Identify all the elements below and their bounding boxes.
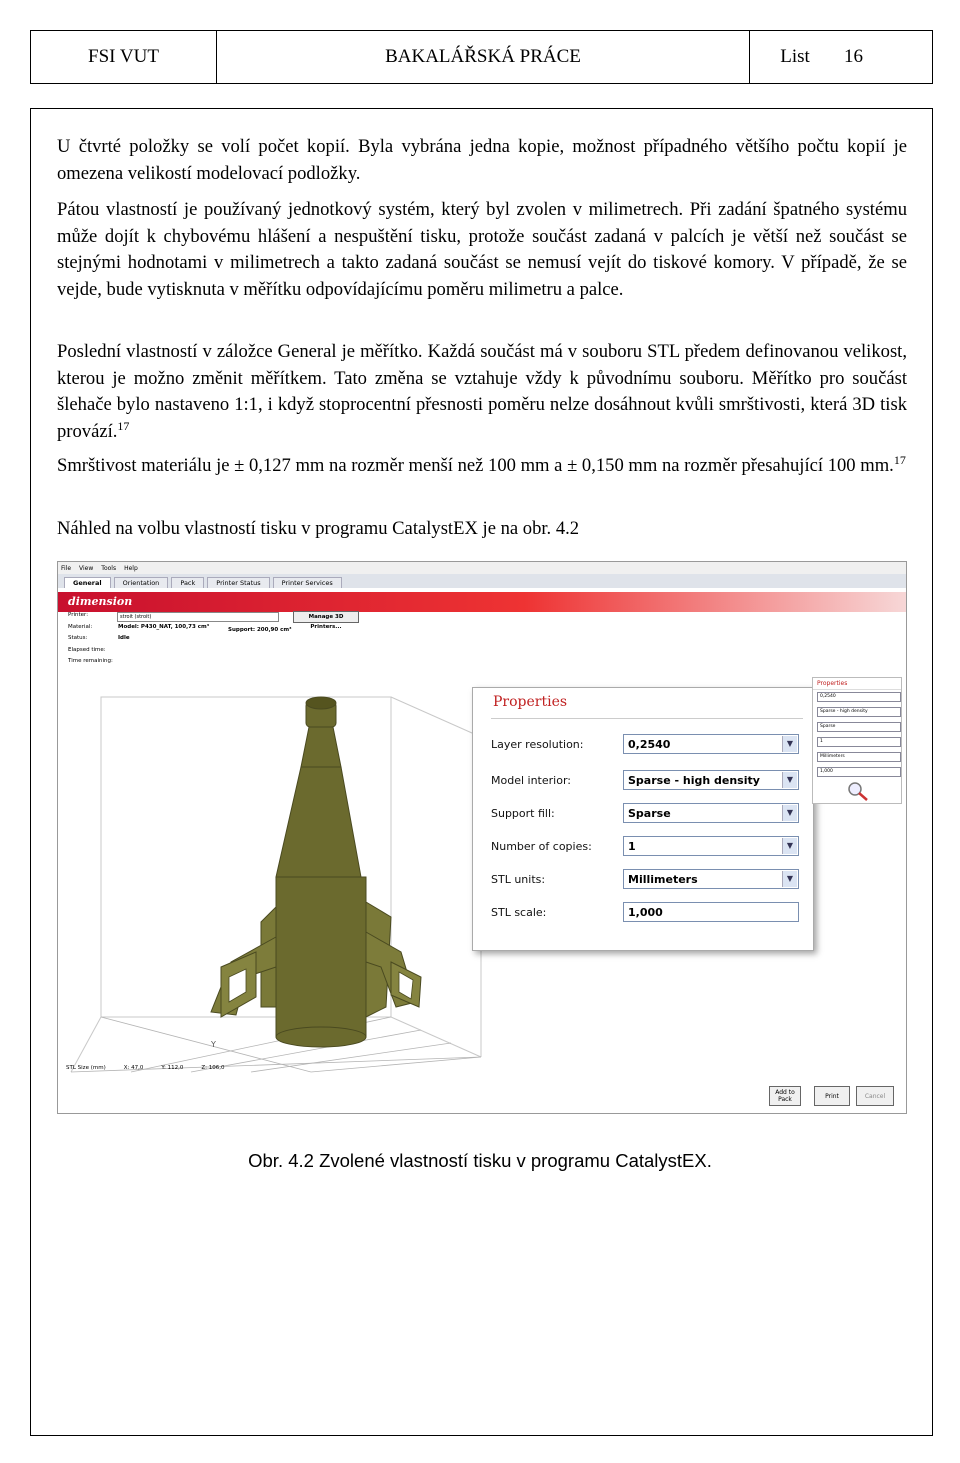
citation-ref: 17	[893, 453, 906, 467]
property-layer-resolution	[491, 734, 801, 756]
stl-units-select[interactable]	[623, 869, 799, 889]
chevron-down-icon[interactable]: ▼	[782, 838, 797, 854]
tab-printer-services[interactable]: Printer Services	[273, 577, 342, 588]
size-y: Y: 112,0	[161, 1065, 184, 1071]
brand-banner	[58, 592, 906, 612]
magnifier-icon	[843, 780, 873, 802]
paragraph-1-text: U čtvrté položky se volí počet kopií. Byla vybrána jedna kopie, možnost případného většího počtu kopií je omezena velikostí modelovací podložky.	[57, 136, 907, 184]
property-stl-units	[491, 869, 801, 891]
info-value: Model: P430_NAT, 100,73 cm³	[118, 623, 210, 630]
stl-size-label: STL Size (mm)	[66, 1065, 106, 1071]
layer-resolution-select[interactable]	[623, 734, 799, 754]
tab-orientation[interactable]: Orientation	[114, 577, 169, 588]
chevron-down-icon[interactable]: ▼	[782, 736, 797, 752]
menu-tools[interactable]: Tools	[101, 564, 117, 572]
print-button[interactable]: Print	[814, 1086, 850, 1106]
info-label: Status:	[68, 635, 88, 641]
property-label: Number of copies:	[491, 840, 592, 853]
header-list-label: List	[780, 46, 810, 67]
axis-y-label: Y	[211, 1040, 216, 1049]
tab-general[interactable]: General	[64, 577, 111, 588]
paragraph-4-text: Smrštivost materiálu je ± 0,127 mm na rozměr menší než 100 mm a ± 0,150 mm na rozměr přesahující 100 mm.	[57, 455, 894, 476]
property-value: 1	[628, 840, 636, 853]
paragraph-2	[57, 197, 907, 303]
properties-title: Properties	[493, 694, 568, 710]
mini-stl-scale[interactable]: 1,000	[817, 767, 901, 777]
paragraph-5-text: Náhled na volbu vlastností tisku v programu CatalystEX je na obr. 4.2	[57, 518, 580, 539]
menu-bar	[58, 562, 906, 574]
info-label: Printer:	[68, 612, 89, 618]
citation-ref: 17	[117, 418, 130, 433]
model-interior-select[interactable]	[623, 770, 799, 790]
page-header	[30, 30, 933, 84]
property-label: STL scale:	[491, 906, 547, 919]
properties-divider	[491, 718, 803, 719]
paragraph-5	[57, 516, 907, 543]
add-to-pack-button[interactable]: Add to Pack	[769, 1086, 801, 1106]
property-label: Layer resolution:	[491, 738, 584, 751]
figure-caption: Obr. 4.2 Zvolené vlastností tisku v programu CatalystEX.	[248, 1150, 712, 1171]
chevron-down-icon[interactable]: ▼	[782, 772, 797, 788]
cancel-button[interactable]: Cancel	[856, 1086, 894, 1106]
property-stl-scale	[491, 902, 801, 924]
property-number-of-copies	[491, 836, 801, 858]
tab-pack[interactable]: Pack	[171, 577, 204, 588]
mini-properties-title: Properties	[813, 678, 901, 690]
property-value: Sparse	[628, 807, 671, 820]
info-label: Material:	[68, 623, 93, 630]
status-bar	[66, 1065, 224, 1071]
mini-properties-panel	[812, 677, 902, 804]
paragraph-4	[57, 453, 907, 480]
header-institution: FSI VUT	[31, 31, 217, 83]
menu-help[interactable]: Help	[124, 564, 138, 572]
property-model-interior	[491, 770, 801, 792]
property-label: Model interior:	[491, 774, 571, 787]
copies-select[interactable]	[623, 836, 799, 856]
support-volume: Support: 200,90 cm³	[228, 627, 292, 633]
printer-select[interactable]: stroit (stroit)	[117, 612, 279, 622]
paragraph-3	[57, 339, 907, 445]
header-title: BAKALÁŘSKÁ PRÁCE	[217, 31, 750, 83]
info-label: Time remaining:	[68, 658, 113, 664]
brand-logo: dimension	[68, 595, 133, 608]
mini-layer-resolution[interactable]: 0,2540	[817, 692, 901, 702]
tab-bar	[58, 574, 906, 588]
chevron-down-icon[interactable]: ▼	[782, 805, 797, 821]
property-support-fill	[491, 803, 801, 825]
menu-file[interactable]: File	[61, 564, 72, 572]
menu-view[interactable]: View	[79, 564, 94, 572]
mini-model-interior[interactable]: Sparse - high density	[817, 707, 901, 717]
property-value: 0,2540	[628, 738, 671, 751]
catalystex-screenshot	[57, 561, 907, 1114]
property-value: Sparse - high density	[628, 774, 760, 787]
properties-panel	[472, 687, 814, 951]
paragraph-3-text: Poslední vlastností v záložce General je měřítko. Každá součást má v souboru STL předem definovanou velikost, kterou je možno změnit měřítkem. Tato změna se vztahuje vždy k původnímu souboru. Měřítko pro součást šlehače bylo nastaveno 1:1, i když stoprocentní přesnosti poměru nelze dosáhnout kvůli smrštivosti, která 3D tisk provází.	[57, 341, 907, 442]
info-value: Idle	[118, 635, 130, 641]
property-label: STL units:	[491, 873, 546, 886]
property-value: Millimeters	[628, 873, 698, 886]
chevron-down-icon[interactable]: ▼	[782, 871, 797, 887]
paragraph-2-text: Pátou vlastností je používaný jednotkový systém, který byl zvolen v milimetrech. Při zadání špatného systému může dojít k chybovému hlášení a nespuštění tisku, protože součást zadaná v palcích je větší než součást se stejnými hodnotami v milimetrech a takto zadaná součást se nemusí vejít do tiskové komory. V případě, že se vejde, bude vytisknuta v měřítku odpovídajícímu poměru milimetru a palce.	[57, 199, 907, 300]
tab-printer-status[interactable]: Printer Status	[207, 577, 269, 588]
header-page-number: 16	[844, 46, 863, 67]
support-fill-select[interactable]	[623, 803, 799, 823]
size-x: X: 47,0	[123, 1065, 144, 1071]
stl-scale-input[interactable]: 1,000	[623, 902, 799, 922]
mini-copies[interactable]: 1	[817, 737, 901, 747]
manage-printers-button[interactable]: Manage 3D Printers...	[293, 611, 359, 623]
mini-stl-units[interactable]: Millimeters	[817, 752, 901, 762]
mini-support-fill[interactable]: Sparse	[817, 722, 901, 732]
property-label: Support fill:	[491, 807, 555, 820]
info-label: Elapsed time:	[68, 646, 106, 653]
paragraph-1	[57, 134, 907, 187]
size-z: Z: 106,0	[201, 1065, 225, 1071]
